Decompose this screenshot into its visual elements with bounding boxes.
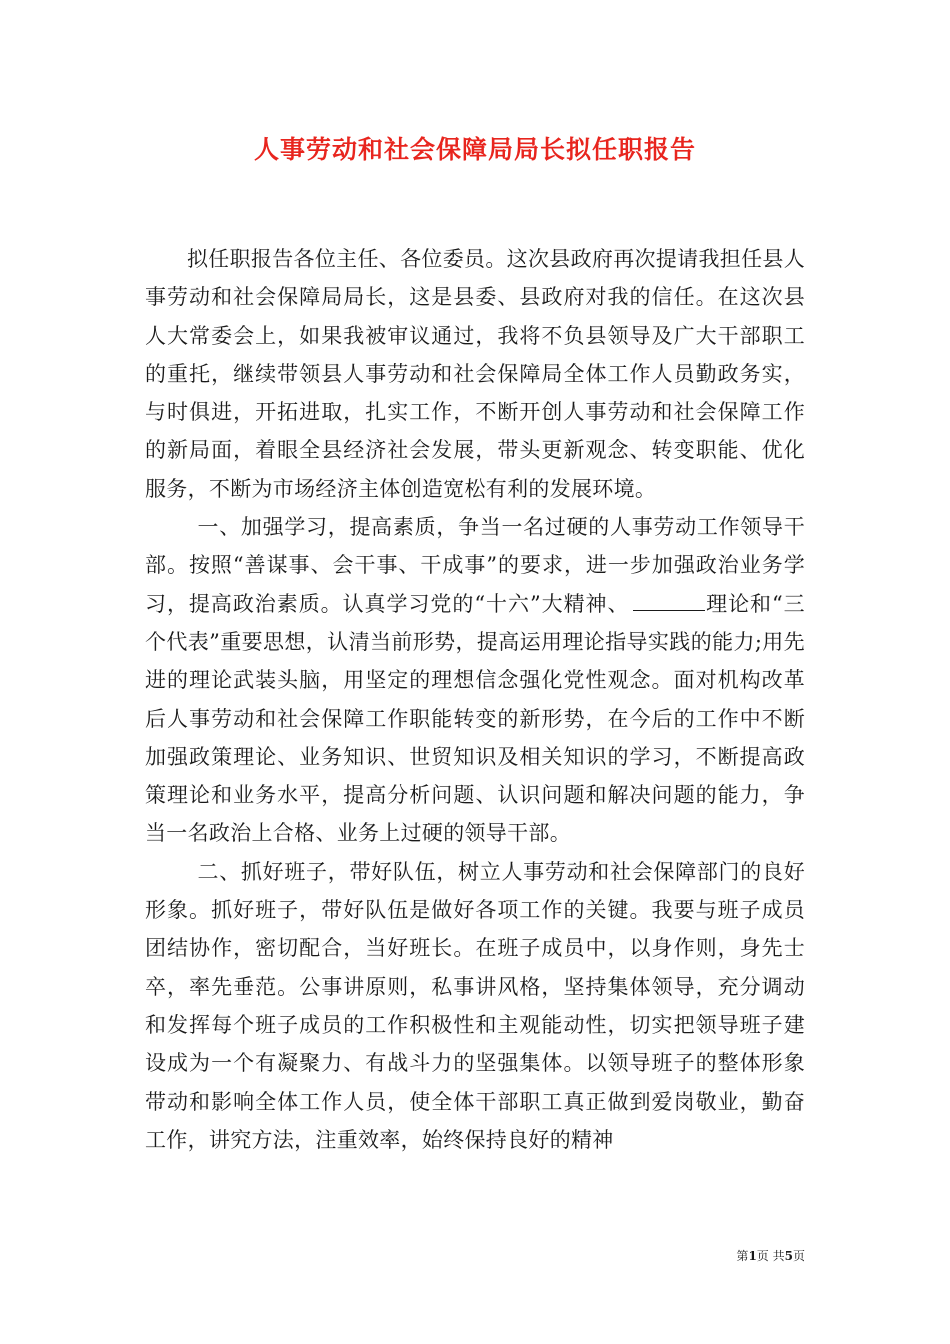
- paragraph-section-one: [145, 508, 805, 853]
- footer-total-pages: 5: [784, 1249, 793, 1263]
- paragraph-intro: 拟任职报告各位主任、各位委员。这次县政府再次提请我担任县人事劳动和社会保障局局长，这是县委、县政府对我的信任。在这次县人大常委会上，如果我被审议通过，我将不负县领导及广大干部职工的重托，继续带领县人事劳动和社会保障局全体工作人员勤政务实，与时俱进，开拓进取，扎实工作，不断开创人事劳动和社会保障工作的新局面，着眼全县经济社会发展，带头更新观念、转变职能、优化服务，不断为市场经济主体创造宽松有利的发展环境。: [145, 247, 805, 501]
- paragraph-section-one-text: 一、加强学习，提高素质，争当一名过硬的人事劳动工作领导干部。按照“善谋事、会干事、干成事”的要求，进一步加强政治业务学习，提高政治素质。认真学习党的“十六”大精神、: [145, 515, 805, 616]
- paragraph-section-one-continued: 理论和“三个代表”重要思想，认清当前形势，提高运用理论指导实践的能力;用先进的理论武装头脑，用坚定的理想信念强化党性观念。面对机构改革后人事劳动和社会保障工作职能转变的新形势，在今后的工作中不断加强政策理论、业务知识、世贸知识及相关知识的学习，不断提高政策理论和业务水平，提高分析问题、认识问题和解决问题的能力，争当一名政治上合格、业务上过硬的领导干部。: [145, 591, 805, 846]
- page-number-footer: [736, 1248, 805, 1264]
- blank-underline: [633, 592, 705, 611]
- paragraph-section-two: 二、抓好班子，带好队伍，树立人事劳动和社会保障部门的良好形象。抓好班子，带好队伍是做好各项工作的关键。我要与班子成员团结协作，密切配合，当好班长。在班子成员中，以身作则，身先士卒，率先垂范。公事讲原则，私事讲风格，坚持集体领导，充分调动和发挥每个班子成员的工作积极性和主观能动性，切实把领导班子建设成为一个有凝聚力、有战斗力的坚强集体。以领导班子的整体形象带动和影响全体工作人员，使全体干部职工真正做到爱岗敬业，勤奋工作，讲究方法，注重效率，始终保持良好的精神: [145, 859, 805, 1152]
- footer-suffix: 页: [792, 1249, 805, 1263]
- document-body: [145, 240, 805, 1159]
- footer-prefix: 第: [736, 1249, 749, 1263]
- footer-current-page: 1: [748, 1249, 757, 1263]
- footer-middle: 页 共: [756, 1249, 785, 1263]
- document-title: 人事劳动和社会保障局局长拟任职报告: [253, 135, 696, 164]
